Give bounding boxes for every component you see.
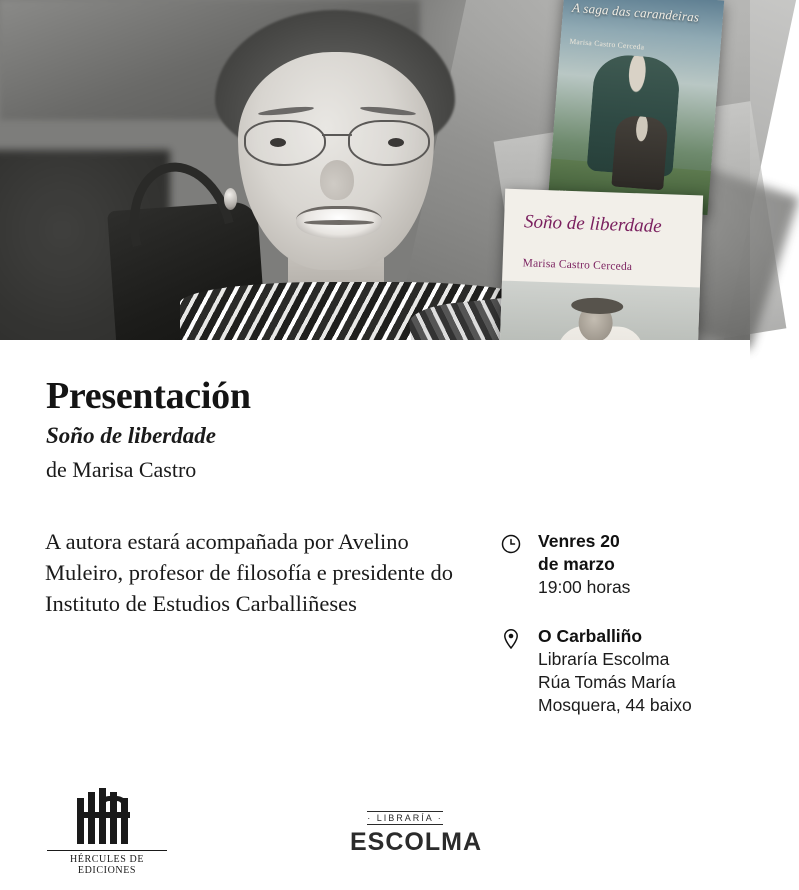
author-byline: de Marisa Castro (46, 457, 197, 482)
portrait-nose (320, 160, 354, 200)
poster-footer (0, 770, 750, 890)
escolma-logo (350, 808, 482, 857)
event-time: 19:00 horas (538, 577, 631, 597)
book2-photo-figure-hat (571, 297, 624, 315)
event-date-block (500, 530, 730, 599)
book-cover-saga (548, 0, 724, 215)
portrait-left-eye (270, 138, 286, 147)
author-photo (0, 0, 750, 340)
book1-title: A saga das carandeiras (571, 0, 700, 25)
event-month: de marzo (538, 554, 615, 574)
event-weekday-day: Venres 20 (538, 531, 620, 551)
event-place-block (500, 625, 730, 717)
escolma-logo-top-text: · LIBRARÍA · (367, 813, 443, 823)
glasses-right-lens (348, 120, 430, 166)
hercules-mark-bar (77, 798, 84, 844)
portrait-earring (224, 188, 237, 210)
event-street-line-1: Rúa Tomás María (538, 672, 676, 692)
event-details (500, 530, 730, 743)
book1-figure-secondary (611, 115, 668, 191)
hercules-mark-arch (99, 796, 127, 819)
glasses-left-lens (244, 120, 326, 166)
hercules-logo-caption: HÉRCULES DE EDICIONES (47, 850, 167, 876)
work-title: Soño de liberdade (46, 423, 216, 448)
page-title: Presentación (46, 375, 251, 417)
hercules-logo (47, 788, 167, 878)
book2-title: Soño de liberdade (523, 211, 662, 238)
book1-author: Marisa Castro Cerceda (569, 36, 645, 52)
event-city: O Carballiño (538, 626, 643, 646)
hercules-mark-bar (88, 792, 95, 844)
clock-icon (500, 533, 522, 555)
hercules-logo-mark (75, 788, 139, 844)
portrait-mouth (296, 206, 382, 239)
map-pin-icon (500, 628, 522, 650)
event-description: A autora estará acompañada por Avelino Muleiro, profesor de filosofía e presidente do Instituto de Estudios Carballiñeses (45, 529, 453, 616)
author-portrait (120, 10, 540, 340)
glasses-icon (244, 120, 430, 164)
event-venue: Libraría Escolma (538, 649, 670, 669)
portrait-right-eye (388, 138, 404, 147)
escolma-logo-main-text: ESCOLMA (350, 828, 482, 856)
event-street-line-2: Mosquera, 44 baixo (538, 695, 692, 715)
book2-author: Marisa Castro Cerceda (522, 257, 633, 274)
